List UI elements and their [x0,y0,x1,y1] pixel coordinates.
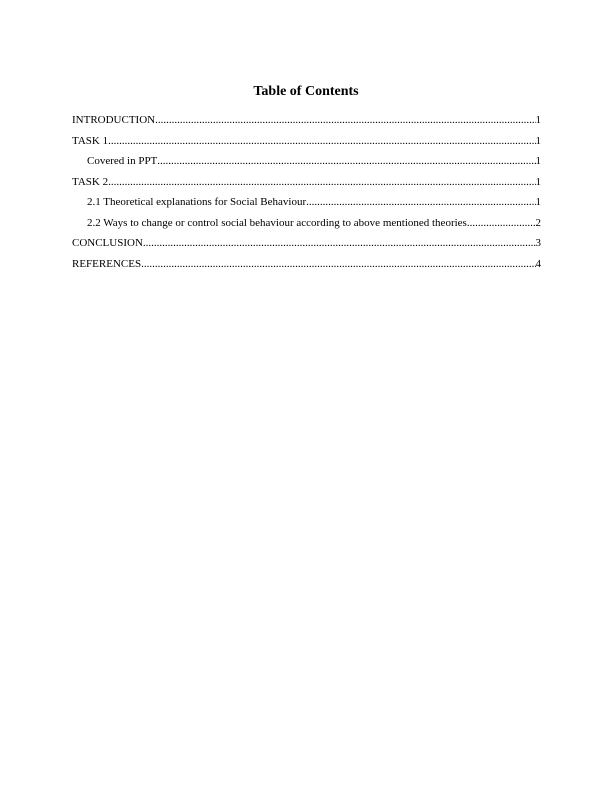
toc-dot-leader [108,135,535,148]
toc-entry-task-1[interactable] [72,135,541,156]
toc-page-number: 4 [535,257,541,270]
toc-page-number: 1 [535,134,541,147]
toc-page-number: 1 [535,155,541,167]
toc-entry-label: Covered in PPT [87,155,158,167]
toc-dot-leader [155,114,535,127]
toc-page-number: 1 [535,196,541,208]
toc-entry-introduction[interactable] [72,114,541,135]
toc-entry-covered-in-ppt[interactable] [72,155,541,176]
toc-entry-2-1[interactable] [72,196,541,217]
toc-entry-references[interactable] [72,258,541,279]
table-of-contents [72,114,541,278]
toc-dot-leader [467,217,536,230]
toc-entry-label: 2.2 Ways to change or control social behaviour according to above mentioned theories [87,216,467,229]
toc-entry-conclusion[interactable] [72,237,541,258]
toc-dot-leader [141,258,535,271]
toc-dot-leader [143,237,536,250]
toc-entry-label: TASK 1 [72,134,109,147]
toc-entry-label: INTRODUCTION [72,114,156,126]
toc-dot-leader [108,176,535,189]
toc-entry-2-2[interactable] [72,217,541,238]
toc-entry-label: CONCLUSION [72,237,143,249]
toc-title: Table of Contents [253,84,359,99]
toc-dot-leader [157,155,535,168]
toc-page-number: 2 [535,216,541,229]
toc-page-number: 1 [535,114,541,126]
toc-page-number: 3 [535,237,541,249]
toc-page-number: 1 [535,175,541,188]
toc-entry-label: 2.1 Theoretical explanations for Social Behaviour [87,196,307,208]
toc-entry-task-2[interactable] [72,176,541,197]
toc-entry-label: REFERENCES [72,257,142,270]
toc-entry-label: TASK 2 [72,175,109,188]
toc-dot-leader [306,196,535,209]
